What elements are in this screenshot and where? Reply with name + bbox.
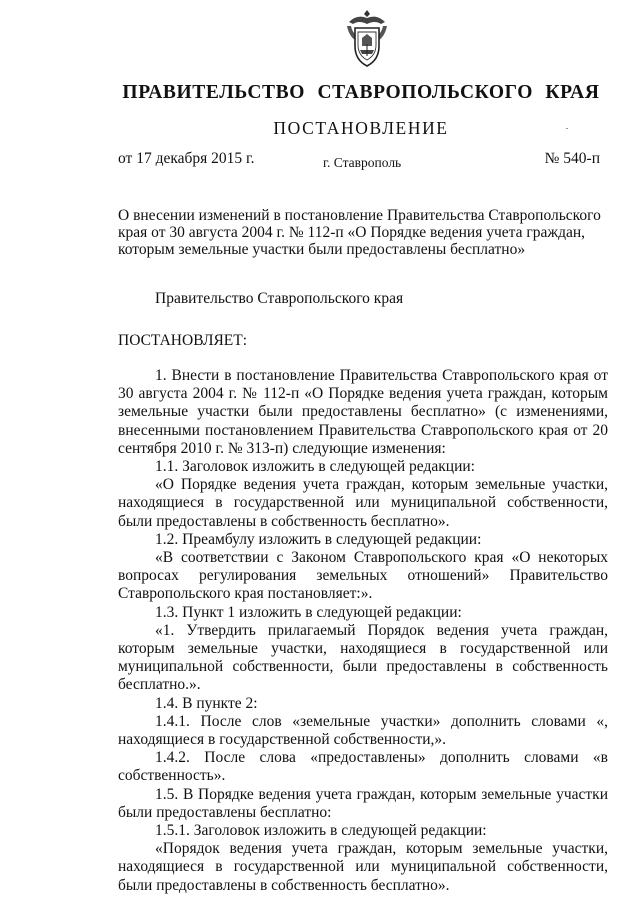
paragraph: 1.4.2. После слова «предоставлены» дополнить словами «в собственность». [118, 749, 608, 785]
government-title: ПРАВИТЕЛЬСТВО СТАВРОПОЛЬСКОГО КРАЯ [122, 82, 600, 103]
paragraph: 1.3. Пункт 1 изложить в следующей редакции: [155, 603, 462, 621]
paragraph: «1. Утвердить прилагаемый Порядок ведения учета граждан, которым земельные участки, находящиеся в государственной или муниципальной собственности, были предоставлены в собственность бесплатно.». [118, 621, 608, 694]
paragraph: 1. Внести в постановление Правительства Ставропольского края от 30 августа 2004 г. № 112-п «О Порядке ведения учета граждан, которым земельные участки были предоставлены бесплатно» (с изменениями, внесенными постановлением Правительства Ставропольского края от 20 сентября 2010 г. № 313-п) следующие изменения: [118, 367, 608, 457]
coat-of-arms-icon [343, 8, 391, 70]
paragraph: 1.1. Заголовок изложить в следующей редакции: [155, 458, 475, 476]
resolves-heading: ПОСТАНОВЛЯЕТ: [118, 332, 248, 349]
document-subject: О внесении изменений в постановление Правительства Ставропольского края от 30 августа 2004 г. № 112-п «О Порядке ведения учета граждан, которым земельные участки были предоставлены бесплатно» [118, 207, 601, 258]
paragraph: 1.4. В пункте 2: [155, 694, 258, 712]
paragraph: 1.5. В Порядке ведения учета граждан, которым земельные участки были предоставлены бесплатно: [118, 785, 608, 821]
document-date: от 17 декабря 2015 г. [118, 150, 255, 167]
document-city: г. Ставрополь [323, 155, 402, 170]
issuer: Правительство Ставропольского края [155, 290, 404, 307]
document-body [118, 367, 608, 895]
document-number: № 540-п [544, 150, 600, 167]
paragraph: 1.5.1. Заголовок изложить в следующей редакции: [155, 822, 487, 840]
paragraph: 1.4.1. После слов «земельные участки» дополнить словами «, находящиеся в государственной собственности,». [118, 712, 608, 749]
scan-speck [566, 128, 568, 129]
paragraph: «В соответствии с Законом Ставропольского края «О некоторых вопросах регулирования земельных отношений» Правительство Ставропольского края постановляет:». [118, 549, 608, 603]
paragraph: 1.2. Преамбулу изложить в следующей редакции: [155, 530, 482, 548]
paragraph: «О Порядке ведения учета граждан, которым земельные участки, находящиеся в государственной или муниципальной собственности, были предоставлены в собственность бесплатно». [118, 476, 608, 530]
paragraph: «Порядок ведения учета граждан, которым земельные участки, находящиеся в государственной или муниципальной собственности, были предоставлены в собственность бесплатно». [118, 840, 608, 894]
document-type: ПОСТАНОВЛЕНИЕ [273, 118, 449, 138]
